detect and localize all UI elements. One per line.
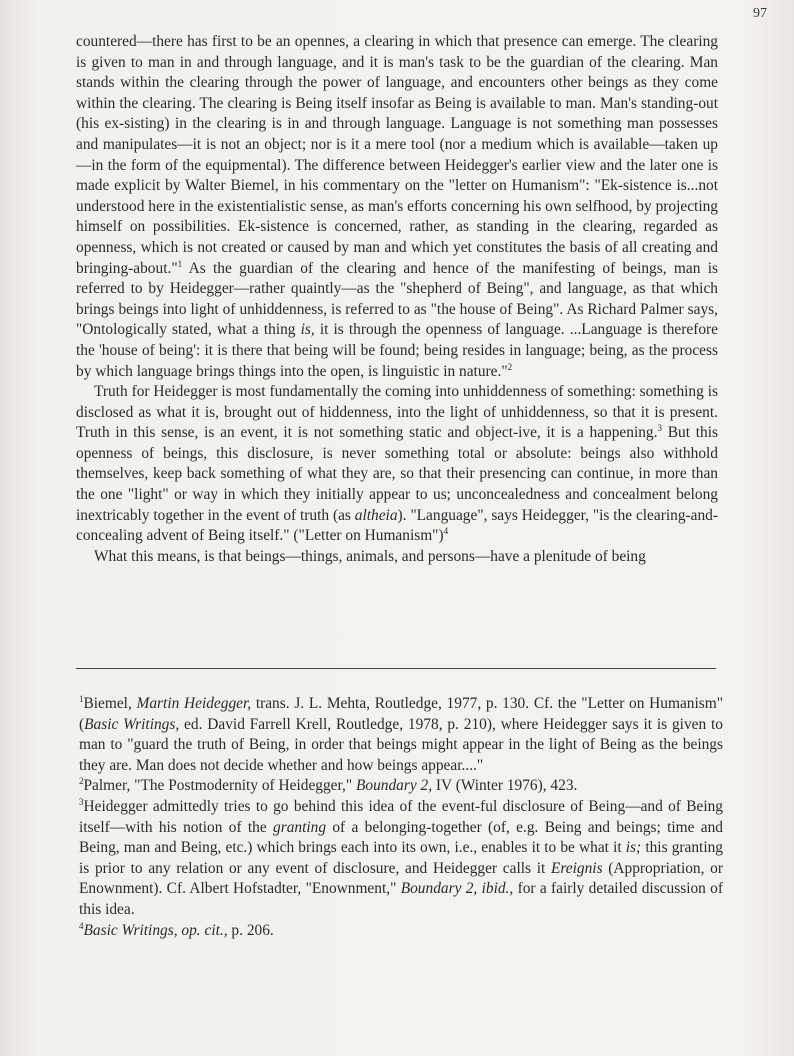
paragraph-2: Truth for Heidegger is most fundamentally the coming into unhiddenness of something: something is disclosed as what it is, brought out of hiddenness, into the light of unhiddenness, so that it is present. Truth in this sense, is an event, it is not something static and object-ive, it is a happening.$^3$ But this openness of beings, this disclosure, is never something total or absolute: beings also withhold themselves, keep back something of what they are, so that their presencing can continue, in more than the one "light" or way in which they initially appear to us; unconcealedness and concealment belong inextricably together in the event of truth (as altheia). "Language", says Heidegger, "is the clearing-and-concealing advent of Being itself." ("Letter on Humanism")$^4$ [76, 383, 718, 545]
footnote-ref-4[interactable]: 4 [443, 526, 449, 537]
footnote-divider [76, 668, 716, 669]
paragraph-3: What this means, is that beings—things, animals, and persons—have a plenitude of being [94, 547, 646, 565]
footnote-ref-3[interactable]: 3 [657, 423, 662, 434]
body-text [76, 32, 718, 567]
footnote-1: $^1$Biemel, Martin Heidegger, trans. J. L. Mehta, Routledge, 1977, p. 130. Cf. the "Letter on Humanism" (Basic Writings, ed. David Farrell Krell, Routledge, 1978, p. 210), where Heidegger says it is given to man to "guard the truth of Being, in order that beings might appear in the light of Being as the beings they are. Man does not decide whether and how beings appear...." [79, 693, 723, 774]
footnote-3: $^3$Heidegger admittedly tries to go behind this idea of the event-ful disclosure of Being—and of Being itself—with his notion of the granting of a belonging-together (of, e.g. Being and beings; time and Being, man and Being, etc.) which brings each into its own, i.e., enables it to be what it is; this granting is prior to any relation or any event of disclosure, and Heidegger calls it Ereignis (Appropriation, or Enownment). Cf. Albert Hofstadter, "Enownment," Boundary 2, ibid., for a fairly detailed discussion of this idea. [79, 796, 724, 918]
footnote-4: $^4$Basic Writings, op. cit., p. 206. [79, 920, 274, 939]
footnote-ref-2[interactable]: 2 [507, 361, 513, 372]
paragraph-1: countered—there has first to be an opennes, a clearing in which that presence can emerge. The clearing is given to man in and through language, and it is man's task to be the guardian of the clearing. Man stands within the clearing through the power of language, and encounters other beings as they come within the clearing. The clearing is Being itself insofar as Being is available to man. Man's standing-out (his ex-sisting) in the clearing is in and through language. Language is not something man possesses and manipulates—it is not an object; nor is it a mere tool (nor a medium which is available—taken up—in the form of the equipmental). The difference between Heidegger's earlier view and the later one is made explicit by Walter Biemel, in his commentary on the "letter on Humanism": "Ek-sistence is...not understood here in the existentialistic sense, as man's efforts concerning his own selfhood, by projecting himself on possibilities. Ek-sistence is concerned, rather, as standing in the clearing, regarded as openness, which is not created or caused by man and which yet constitutes the basis of all creating and bringing-about."$^1$ As the guardian of the clearing and hence of the manifesting of beings, man is referred to by Heidegger—rather quaintly—as the "shepherd of Being", and language, as that which brings beings into light of unhiddenness, is referred to as "the house of Being". As Richard Palmer says, "Ontologically stated, what a thing is, it is through the openness of language. ...Language is therefore the 'house of being': it is there that being will be found; being resides in language; being, as the process by which language brings things into the open, is linguistic in nature."$^2$ [76, 33, 718, 380]
page-number: 97 [753, 6, 767, 21]
footnote-ref-1[interactable]: 1 [177, 258, 183, 269]
footnote-2: $^2$Palmer, "The Postmodernity of Heidegger," Boundary 2, IV (Winter 1976), 423. [79, 776, 578, 795]
footnotes [79, 694, 723, 941]
